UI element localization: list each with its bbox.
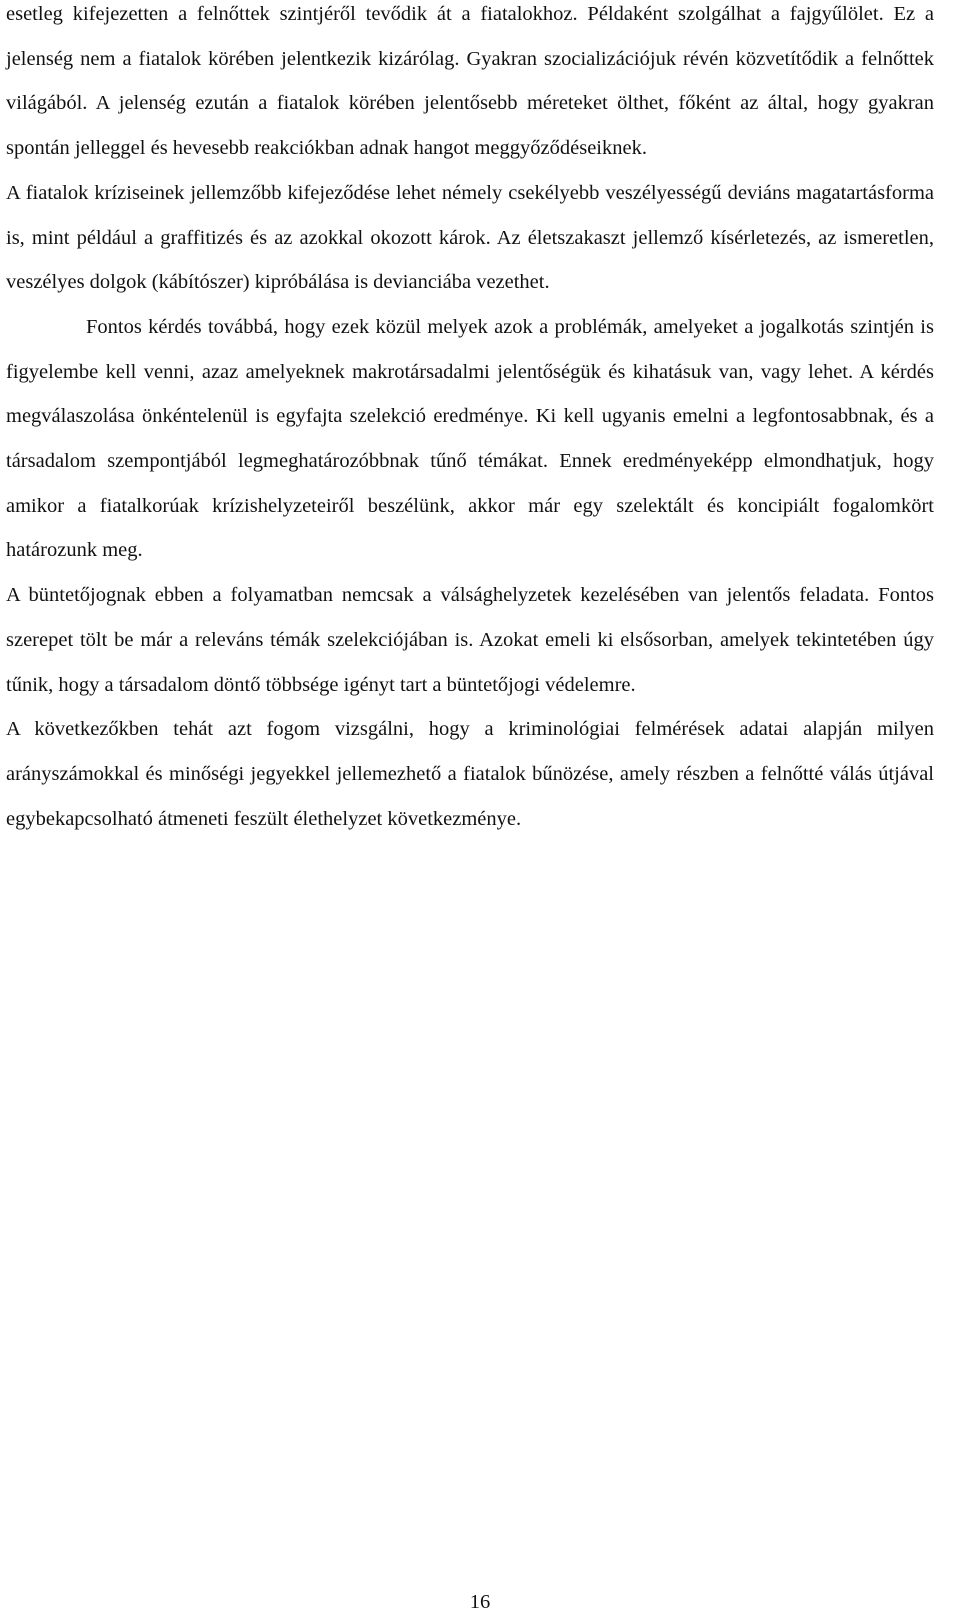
paragraph-1: esetleg kifejezetten a felnőttek szintjéről tevődik át a fiatalokhoz. Példaként szolgálhat a fajgyűlölet. Ez a jelenség nem a fiatalok körében jelentkezik kizárólag. Gyakran szocializációjuk révén közvetítődik a felnőttek világából. A jelenség ezután a fiatalok körében jelentősebb méreteket ölthet, főként az által, hogy gyakran spontán jelleggel és hevesebb reakciókban adnak hangot meggyőződéseiknek. — [6, 3, 934, 160]
paragraph-4: A büntetőjognak ebben a folyamatban nemcsak a válsághelyzetek kezelésében van jelentős feladata. Fontos szerepet tölt be már a releváns témák szelekciójában is. Azokat emeli ki elsősorban, amelyek tekintetében úgy tűnik, hogy a társadalom döntő többsége igényt tart a büntetőjogi védelemre. — [6, 584, 934, 696]
paragraph-5: A következőkben tehát azt fogom vizsgálni, hogy a kriminológiai felmérések adatai alapján milyen arányszámokkal és minőségi jegyekkel jellemezhető a fiatalok bűnözése, amely részben a felnőtté válás útjával egybekapcsolható átmeneti feszült élethelyzet következménye. — [6, 718, 934, 830]
body-text — [6, 0, 934, 841]
paragraph-2: A fiatalok kríziseinek jellemzőbb kifejeződése lehet némely csekélyebb veszélyességű deviáns magatartásforma is, mint például a graffitizés és az azokkal okozott károk. Az életszakaszt jellemző kísérletezés, az ismeretlen, veszélyes dolgok (kábítószer) kipróbálása is devianciába vezethet. — [6, 181, 934, 294]
paragraph-3: Fontos kérdés továbbá, hogy ezek közül melyek azok a problémák, amelyeket a jogalkotás szintjén is figyelembe kell venni, azaz amelyeknek makrotársadalmi jelentőségük és kihatásuk van, vagy lehet. A kérdés megválaszolása önkéntelenül is egyfajta szelekció eredménye. Ki kell ugyanis emelni a legfontosabbnak, és a társadalom szempontjából legmeghatározóbbnak tűnő témákat. Ennek eredményeképp elmondhatjuk, hogy amikor a fiatalkorúak krízishelyzeteiről beszélünk, akkor már egy szelektált és koncipiált fogalomkört határozunk meg. — [6, 315, 934, 562]
page-number: 16 — [469, 1591, 491, 1613]
